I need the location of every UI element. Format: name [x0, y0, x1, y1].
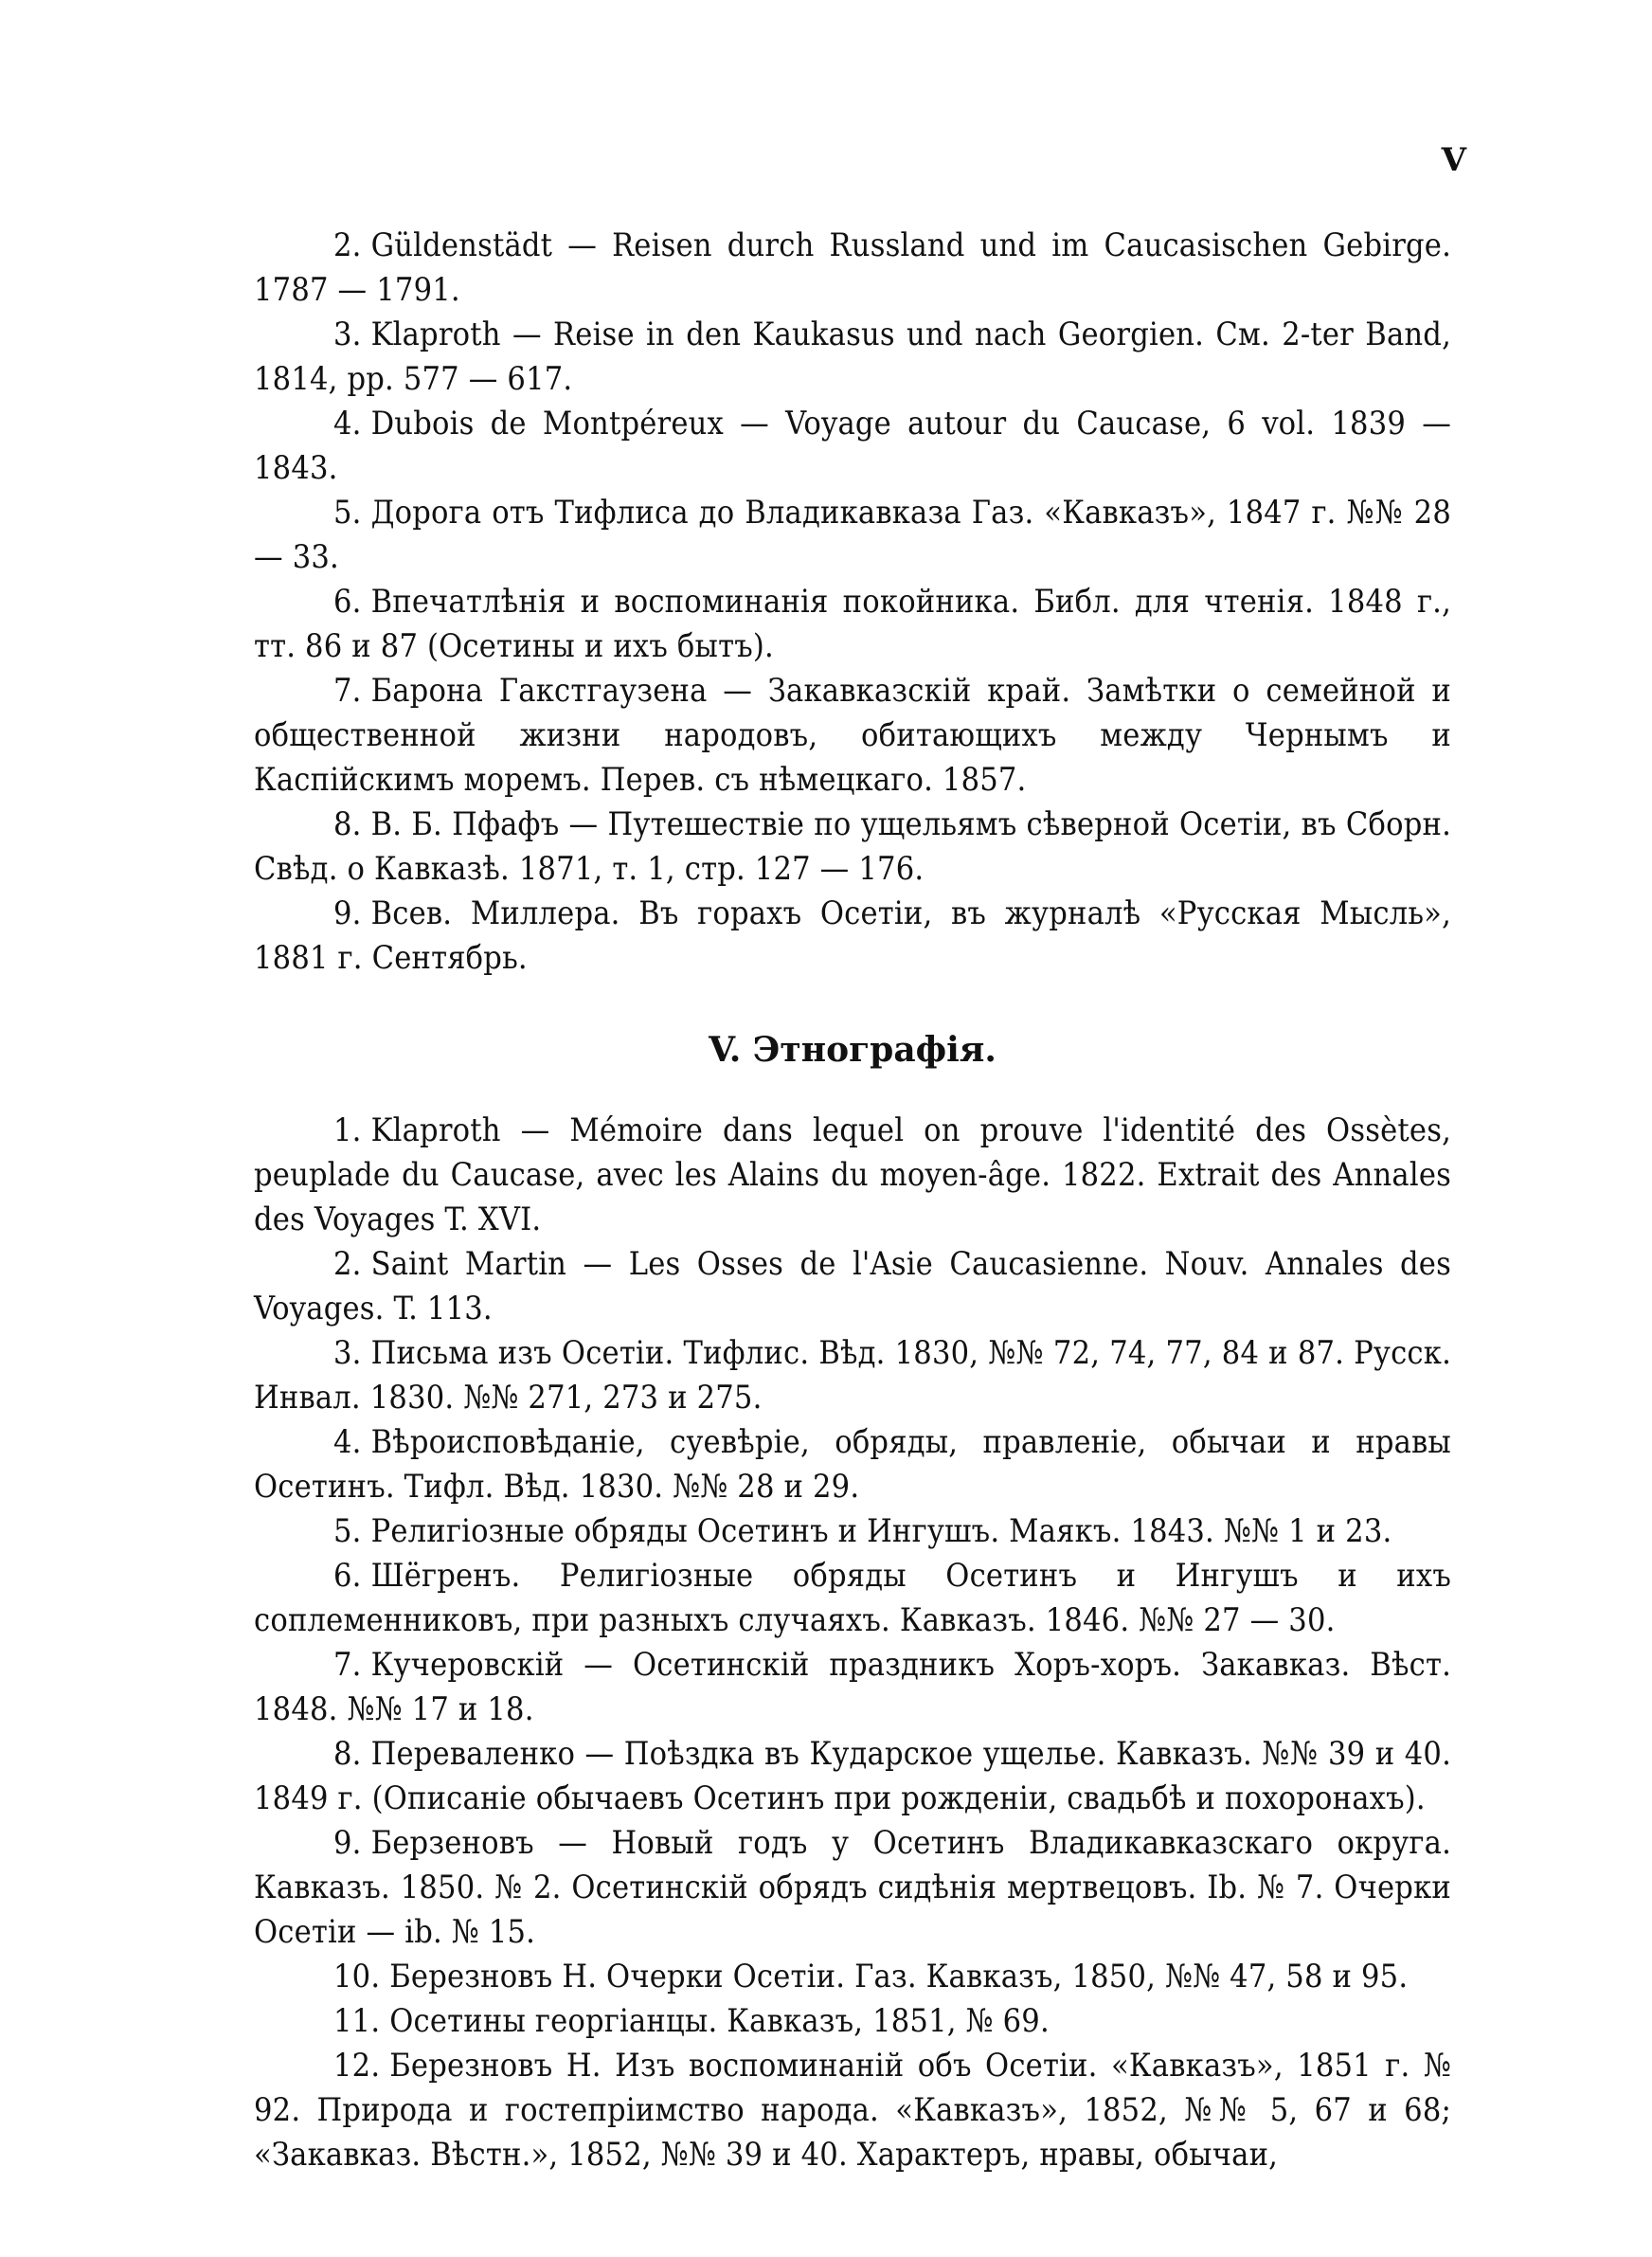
entry-text: Вѣроисповѣданіе, суевѣріе, обряды, правленіе, обычаи и нравы Осетинъ. Тифл. Вѣд. 1830. №№ 28 и 29. — [254, 1423, 1451, 1506]
entry-text: Güldenstädt — Reisen durch Russland und im Caucasischen Gebirge. 1787 — 1791. — [254, 226, 1451, 309]
entry-number: 3. — [333, 1334, 362, 1372]
entry-number: 4. — [333, 1423, 362, 1461]
entry-text: Осетины георгіанцы. Кавказъ, 1851, № 69. — [389, 2002, 1050, 2040]
entry-text: Klaproth — Mémoire dans lequel on prouve l'identité des Ossètes, peuplade du Caucase, avec les Alains du moyen-âge. 1822. Extrait des Annales des Voyages T. XVI. — [254, 1111, 1451, 1238]
entry-text: Березновъ Н. Изъ воспоминаній объ Осетіи. «Кавказъ», 1851 г. № 92. Природа и гостепріимство народа. «Кавказъ», 1852, №№ 5, 67 и 68; «Закавказ. Вѣстн.», 1852, №№ 39 и 40. Характеръ, нравы, обычаи, — [254, 2047, 1451, 2174]
bibliography-entry — [254, 669, 1451, 803]
bibliography-entry — [254, 1331, 1451, 1420]
entry-text: В. Б. Пфафъ — Путешествіе по ущельямъ сѣверной Осетіи, въ Сборн. Свѣд. о Кавказѣ. 1871, т. 1, стр. 127 — 176. — [254, 805, 1451, 888]
bibliography-entry — [254, 1420, 1451, 1509]
entry-number: 4. — [333, 405, 362, 442]
section-v-list — [254, 1109, 1451, 2177]
entry-number: 3. — [333, 316, 362, 353]
entry-number: 6. — [333, 1557, 362, 1595]
entry-text: Dubois de Montpéreux — Voyage autour du Caucase, 6 vol. 1839 — 1843. — [254, 405, 1451, 487]
bibliography-entry — [254, 1955, 1451, 1999]
bibliography-entry — [254, 313, 1451, 402]
entry-number: 2. — [333, 1245, 362, 1283]
entry-number: 1. — [333, 1111, 362, 1149]
entry-number: 5. — [333, 494, 362, 532]
entry-number: 9. — [333, 1824, 362, 1862]
bibliography-entry — [254, 2044, 1451, 2177]
section-iv-list — [254, 224, 1451, 981]
entry-text: Klaproth — Reise in den Kaukasus und nach Georgien. См. 2-ter Band, 1814, pp. 577 — 617. — [254, 316, 1451, 398]
entry-number: 2. — [333, 226, 362, 264]
bibliography-entry — [254, 1821, 1451, 1955]
page-number: V — [1441, 141, 1466, 179]
entry-text: Всев. Миллера. Въ горахъ Осетіи, въ журналѣ «Русская Мысль», 1881 г. Сентябрь. — [254, 894, 1451, 977]
bibliography-entry — [254, 1109, 1451, 1242]
bibliography-entry — [254, 1554, 1451, 1643]
bibliography-entry — [254, 803, 1451, 892]
bibliography-entry — [254, 1509, 1451, 1554]
entry-number: 7. — [333, 1646, 362, 1684]
entry-text: Березновъ Н. Очерки Осетіи. Газ. Кавказъ, 1850, №№ 47, 58 и 95. — [389, 1958, 1409, 1995]
entry-text: Впечатлѣнія и воспоминанія покойника. Библ. для чтенія. 1848 г., тт. 86 и 87 (Осетины и ихъ бытъ). — [254, 583, 1451, 665]
entry-number: 10. — [333, 1958, 381, 1995]
section-heading: V. Этнографія. — [709, 1030, 997, 1070]
entry-number: 7. — [333, 672, 362, 710]
entry-number: 6. — [333, 583, 362, 621]
entry-text: Барона Гакстгаузена — Закавказскій край. Замѣтки о семейной и общественной жизни народовъ, обитающихъ между Чернымъ и Каспійскимъ моремъ. Перев. съ нѣмецкаго. 1857. — [254, 672, 1451, 799]
entry-text: Дорога отъ Тифлиса до Владикавказа Газ. «Кавказъ», 1847 г. №№ 28 — 33. — [254, 494, 1451, 576]
bibliography-entry — [254, 491, 1451, 580]
bibliography-entry — [254, 892, 1451, 981]
entry-number: 12. — [333, 2047, 381, 2085]
entry-number: 8. — [333, 805, 362, 843]
entry-text: Переваленко — Поѣздка въ Кударское ущелье. Кавказъ. №№ 39 и 40. 1849 г. (Описаніе обычаевъ Осетинъ при рожденіи, свадьбѣ и похоронахъ). — [254, 1735, 1451, 1817]
entry-text: Saint Martin — Les Osses de l'Asie Caucasienne. Nouv. Annales des Voyages. T. 113. — [254, 1245, 1451, 1327]
entry-text: Берзеновъ — Новый годъ у Осетинъ Владикавказскаго округа. Кавказъ. 1850. № 2. Осетинскій обрядъ сидѣнія мертвецовъ. Ib. № 7. Очерки Осетіи — ib. № 15. — [254, 1824, 1451, 1951]
bibliography-entry — [254, 1732, 1451, 1821]
entry-text: Религіозные обряды Осетинъ и Ингушъ. Маякъ. 1843. №№ 1 и 23. — [370, 1512, 1392, 1550]
entry-text: Шёгренъ. Религіозные обряды Осетинъ и Ингушъ и ихъ соплеменниковъ, при разныхъ случаяхъ. Кавказъ. 1846. №№ 27 — 30. — [254, 1557, 1451, 1639]
bibliography-entry — [254, 580, 1451, 669]
entry-number: 9. — [333, 894, 362, 932]
text-column — [254, 224, 1451, 2177]
entry-text: Кучеровскій — Осетинскій праздникъ Хоръ-хоръ. Закавказ. Вѣст. 1848. №№ 17 и 18. — [254, 1646, 1451, 1728]
bibliography-entry — [254, 1242, 1451, 1331]
bibliography-entry — [254, 1643, 1451, 1732]
bibliography-entry — [254, 224, 1451, 313]
bibliography-entry — [254, 402, 1451, 491]
bibliography-entry — [254, 1999, 1451, 2044]
entry-number: 8. — [333, 1735, 362, 1773]
entry-number: 5. — [333, 1512, 362, 1550]
entry-text: Письма изъ Осетіи. Тифлис. Вѣд. 1830, №№ 72, 74, 77, 84 и 87. Русск. Инвал. 1830. №№ 271, 273 и 275. — [254, 1334, 1451, 1417]
entry-number: 11. — [333, 2002, 381, 2040]
